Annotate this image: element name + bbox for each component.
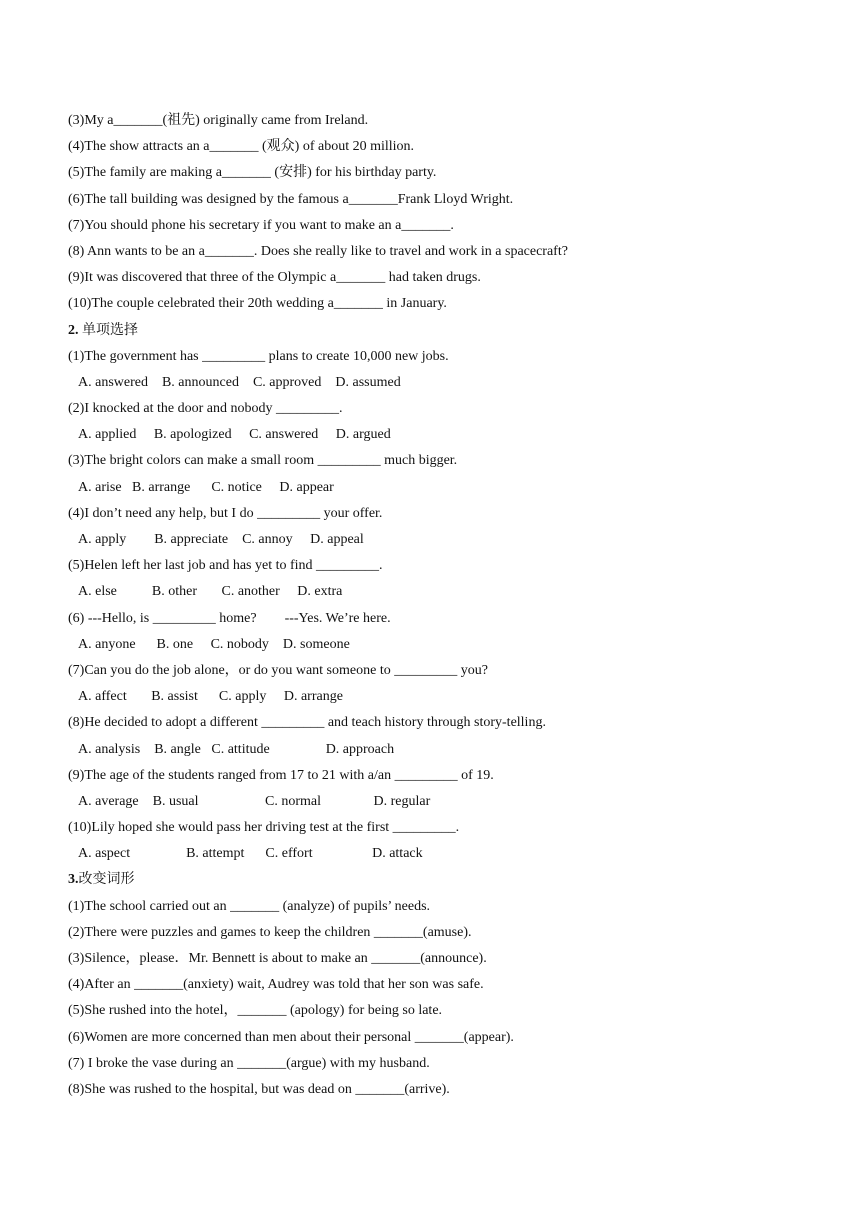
section-3-heading (68, 867, 838, 893)
mc-question-7-stem: (7)Can you do the job alone，or do you want someone to _________ you? (68, 662, 488, 678)
mc-question-10-options: A. aspect B. attempt C. effort D. attack (78, 846, 423, 862)
mc-question-8-options: A. analysis B. angle C. attitude D. approach (78, 741, 395, 757)
section-2-number: 2. (68, 322, 79, 338)
mc-question-1-stem: (1)The government has _________ plans to create 10,000 new jobs. (68, 348, 449, 364)
word-form-item-5: (5)She rushed into the hotel，_______ (apology) for being so late. (68, 1003, 443, 1019)
section-2-title: 单项选择 (78, 322, 138, 338)
mc-question-6-options: A. anyone B. one C. nobody D. someone (78, 636, 350, 652)
mc-question-4-stem: (4)I don’t need any help, but I do _________ your offer. (68, 505, 383, 521)
mc-question-5-options: A. else B. other C. another D. extra (78, 584, 343, 600)
mc-question-1-options: A. answered B. announced C. approved D. assumed (78, 374, 401, 390)
mc-question-5-stem: (5)Helen left her last job and has yet to find _________. (68, 558, 383, 574)
mc-question-9-stem: (9)The age of the students ranged from 17 to 21 with a/an _________ of 19. (68, 767, 494, 783)
mc-question-10-stem: (10)Lily hoped she would pass her driving test at the first _________. (68, 820, 460, 836)
mc-question-8-stem: (8)He decided to adopt a different _________ and teach history through story-telling. (68, 715, 546, 731)
worksheet-page (68, 108, 838, 1103)
word-form-item-1: (1)The school carried out an _______ (analyze) of pupils’ needs. (68, 898, 431, 914)
fill-in-item-3: (3)My a_______(祖先) originally came from Ireland. (68, 113, 369, 128)
mc-question-6-stem: (6) ---Hello, is _________ home? ---Yes. We’re here. (68, 610, 391, 626)
mc-question-9-options: A. average B. usual C. normal D. regular (78, 793, 431, 809)
fill-in-item-5: (5)The family are making a_______ (安排) for his birthday party. (68, 165, 437, 181)
mc-question-2-options: A. applied B. apologized C. answered D. argued (78, 427, 391, 443)
word-form-item-8: (8)She was rushed to the hospital, but was dead on _______(arrive). (68, 1081, 450, 1097)
section-3-title: 改变词形 (78, 872, 135, 888)
word-form-item-3: (3)Silence，please．Mr. Bennett is about to make an _______(announce). (68, 951, 487, 966)
mc-question-3-options: A. arise B. arrange C. notice D. appear (78, 479, 334, 495)
word-form-item-2: (2)There were puzzles and games to keep the children _______(amuse). (68, 924, 472, 940)
section-3-number: 3. (68, 872, 79, 888)
fill-in-item-9: (9)It was discovered that three of the Olympic a_______ had taken drugs. (68, 270, 481, 286)
fill-in-item-6: (6)The tall building was designed by the famous a_______Frank Lloyd Wright. (68, 191, 514, 207)
mc-question-7-options: A. affect B. assist C. apply D. arrange (78, 689, 343, 705)
mc-question-4-options: A. apply B. appreciate C. annoy D. appeal (78, 532, 364, 547)
fill-in-item-4: (4)The show attracts an a_______ (观众) of about 20 million. (68, 139, 415, 155)
fill-in-item-8: (8) Ann wants to be an a_______. Does she really like to travel and work in a spacecraft? (68, 243, 568, 259)
fill-in-item-7: (7)You should phone his secretary if you want to make an a_______. (68, 217, 454, 233)
mc-question-2-stem: (2)I knocked at the door and nobody _________. (68, 401, 343, 417)
word-form-item-7: (7) I broke the vase during an _______(argue) with my husband. (68, 1055, 430, 1071)
word-form-item-4: (4)After an _______(anxiety) wait, Audrey was told that her son was safe. (68, 977, 484, 993)
fill-in-item-10: (10)The couple celebrated their 20th wedding a_______ in January. (68, 296, 447, 312)
section-2-heading (68, 318, 838, 344)
word-form-item-6: (6)Women are more concerned than men about their personal _______(appear). (68, 1029, 514, 1045)
mc-question-3-stem: (3)The bright colors can make a small room _________ much bigger. (68, 453, 458, 469)
